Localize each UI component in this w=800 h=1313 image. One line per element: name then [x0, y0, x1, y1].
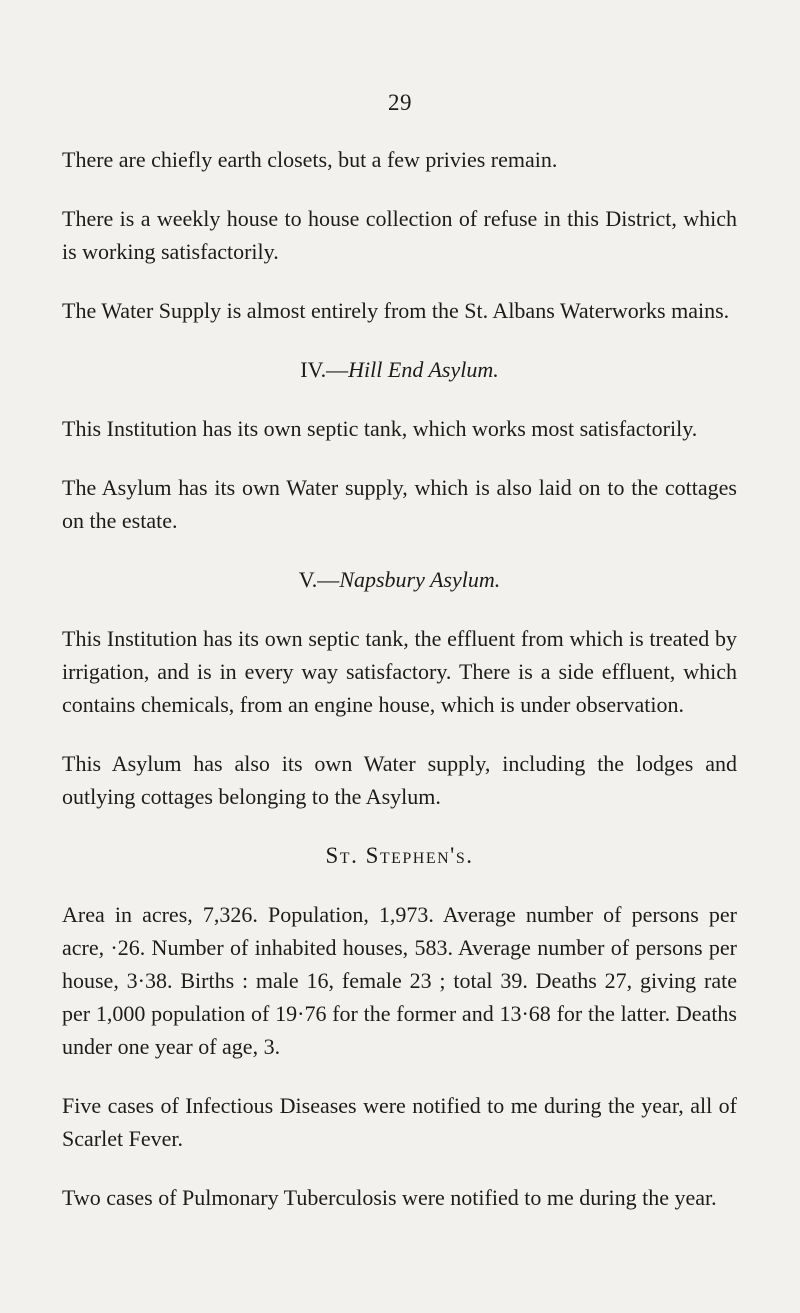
- paragraph-napsbury-water: This Asylum has also its own Water supply, including the lodges and outlying cottages belonging to the Asylum.: [62, 751, 737, 809]
- page-number: 29: [388, 90, 412, 115]
- heading-hill-end-asylum: [62, 353, 737, 386]
- paragraph-hill-end-septic: This Institution has its own septic tank, which works most satisfactorily.: [62, 416, 698, 441]
- heading-title: Napsbury Asylum.: [339, 567, 501, 592]
- heading-napsbury-asylum: [62, 563, 737, 596]
- heading-st-stephens: St. Stephen's.: [325, 843, 474, 868]
- heading-number: IV.—: [300, 357, 349, 382]
- page-body: [62, 143, 737, 1214]
- paragraph-st-stephens-statistics: Area in acres, 7,326. Population, 1,973. Average number of persons per acre, ·26. Number of inhabited houses, 583. Average number of persons per house, 3·38. Births : male 16, female 23 ; total 39. Deaths 27, giving rate per 1,000 population of 19·76 for the former and 13·68 for the latter. Deaths under one year of age, 3.: [62, 902, 737, 1059]
- heading-title: Hill End Asylum.: [348, 357, 499, 382]
- paragraph-water-supply: The Water Supply is almost entirely from the St. Albans Waterworks mains.: [62, 298, 730, 323]
- heading-number: V.—: [298, 567, 340, 592]
- paragraph-privies: There are chiefly earth closets, but a few privies remain.: [62, 147, 558, 172]
- paragraph-infectious-diseases: Five cases of Infectious Diseases were notified to me during the year, all of Scarlet Fever.: [62, 1093, 737, 1151]
- paragraph-hill-end-water: The Asylum has its own Water supply, which is also laid on to the cottages on the estate.: [62, 475, 737, 533]
- paragraph-tuberculosis: Two cases of Pulmonary Tuberculosis were notified to me during the year.: [62, 1185, 717, 1210]
- paragraph-napsbury-septic: This Institution has its own septic tank, the effluent from which is treated by irrigation, and is in every way satisfactory. There is a side effluent, which contains chemicals, from an engine house, which is under observation.: [62, 626, 737, 717]
- paragraph-refuse-collection: There is a weekly house to house collection of refuse in this District, which is working satisfactorily.: [62, 206, 737, 264]
